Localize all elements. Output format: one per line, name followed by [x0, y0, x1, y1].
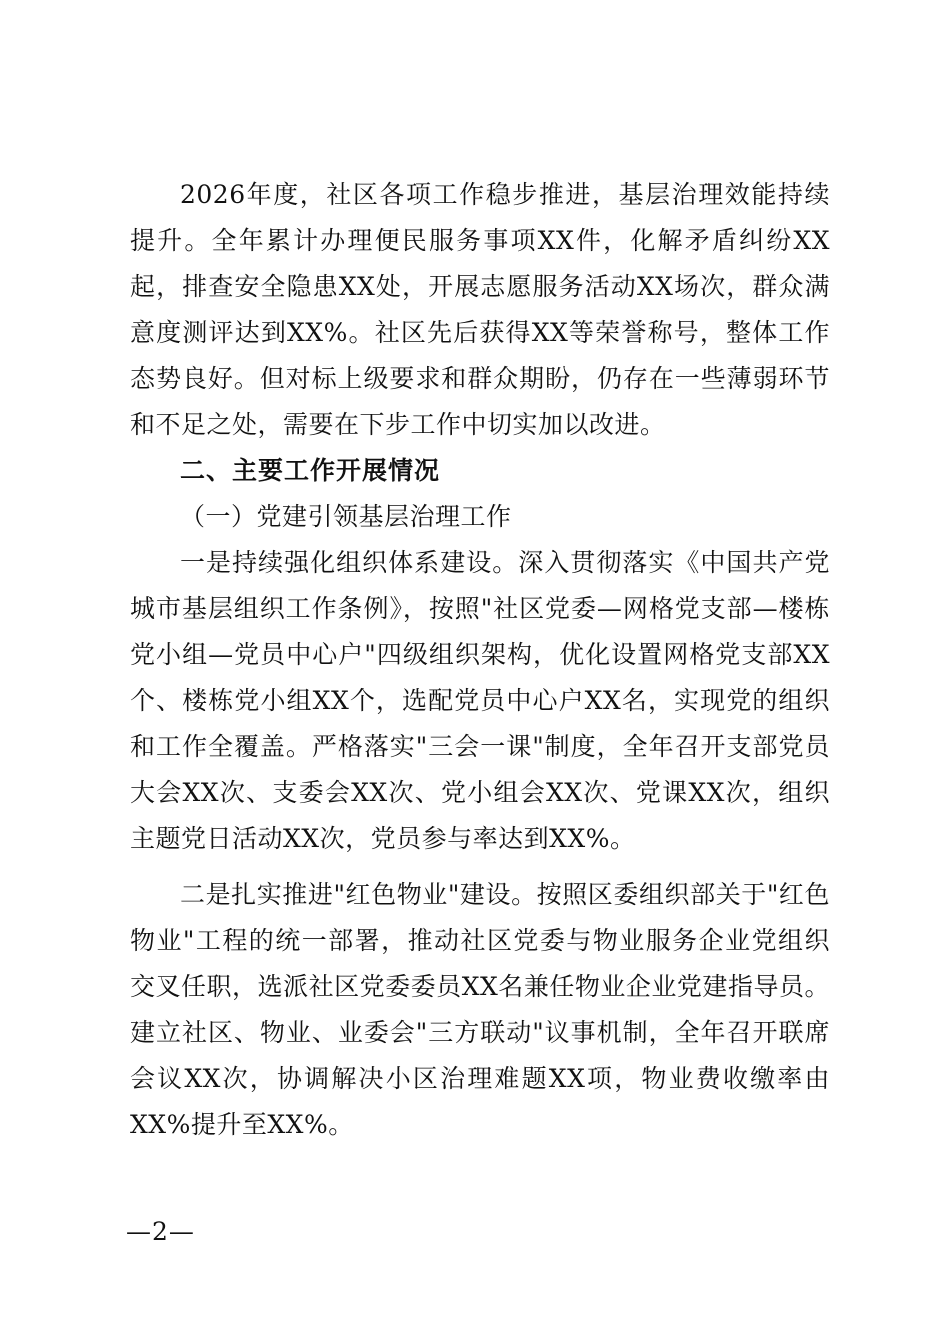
paragraph-red-property: 二是扎实推进"红色物业"建设。按照区委组织部关于"红色物业"工程的统一部署，推动社区党委与物业服务企业党组织交叉任职，选派社区党委委员XX名兼任物业企业党建指导员。建立社区、物业、业委会"三方联动"议事机制，全年召开联席会议XX次，协调解决小区治理难题XX项，物业费收缴率由XX%提升至XX%。	[130, 880, 830, 1139]
section-heading: 二、主要工作开展情况	[180, 456, 441, 485]
paragraph-organization-building: 一是持续强化组织体系建设。深入贯彻落实《中国共产党城市基层组织工作条例》，按照"社区党委—网格党支部—楼栋党小组—党员中心户"四级组织架构，优化设置网格党支部XX个、楼栋党小组XX个，选配党员中心户XX名，实现党的组织和工作全覆盖。严格落实"三会一课"制度，全年召开支部党员大会XX次、支委会XX次、党小组会XX次、党课XX次，组织主题党日活动XX次，党员参与率达到XX%。	[130, 548, 830, 853]
intro-paragraph: 2026年度，社区各项工作稳步推进，基层治理效能持续提升。全年累计办理便民服务事项XX件，化解矛盾纠纷XX起，排查安全隐患XX处，开展志愿服务活动XX场次，群众满意度测评达到XX%。社区先后获得XX等荣誉称号，整体工作态势良好。但对标上级要求和群众期盼，仍存在一些薄弱环节和不足之处，需要在下步工作中切实加以改进。	[130, 180, 830, 439]
document-body	[130, 172, 830, 1148]
subsection-heading: （一）党建引领基层治理工作	[180, 502, 512, 531]
paragraph-gap	[130, 862, 830, 872]
page-number: —2—	[126, 1217, 195, 1246]
